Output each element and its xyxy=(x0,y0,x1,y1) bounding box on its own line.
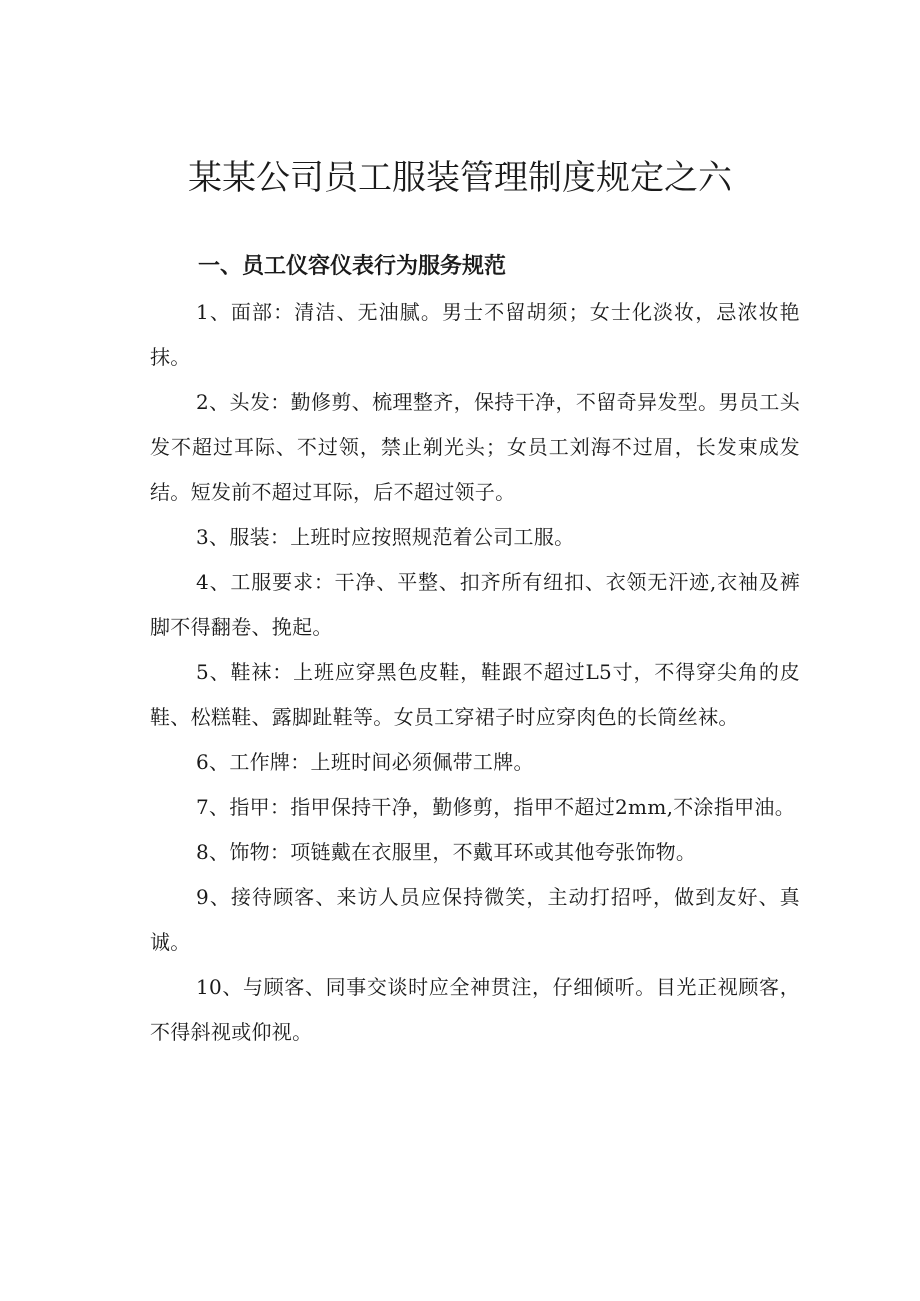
rule-item-10: 10、与顾客、同事交谈时应全神贯注，仔细倾听。目光正视顾客，不得斜视或仰视。 xyxy=(150,975,800,1044)
rule-item-3: 3、服装：上班时应按照规范着公司工服。 xyxy=(196,525,575,549)
rule-item-1: 1、面部：清洁、无油腻。男士不留胡须；女士化淡妆，忌浓妆艳抹。 xyxy=(150,300,800,369)
rule-item-5: 5、鞋袜：上班应穿黑色皮鞋，鞋跟不超过L5寸，不得穿尖角的皮鞋、松糕鞋、露脚趾鞋等。女员工穿裙子时应穿肉色的长筒丝袜。 xyxy=(150,660,800,729)
document-title: 某某公司员工服装管理制度规定之六 xyxy=(188,158,732,198)
section-heading: 一、员工仪容仪表行为服务规范 xyxy=(198,254,507,279)
rule-item-9: 9、接待顾客、来访人员应保持微笑，主动打招呼，做到友好、真诚。 xyxy=(150,885,800,954)
rule-item-6: 6、工作牌：上班时间必须佩带工牌。 xyxy=(196,750,534,774)
rule-item-7: 7、指甲：指甲保持干净，勤修剪，指甲不超过2mm,不涂指甲油。 xyxy=(196,795,796,819)
document-body xyxy=(150,244,800,1055)
rule-item-4: 4、工服要求：干净、平整、扣齐所有纽扣、衣领无汗迹,衣袖及裤脚不得翻卷、挽起。 xyxy=(150,570,800,639)
rule-item-8: 8、饰物：项链戴在衣服里，不戴耳环或其他夸张饰物。 xyxy=(196,840,697,864)
rule-item-2: 2、头发：勤修剪、梳理整齐，保持干净，不留奇异发型。男员工头发不超过耳际、不过领，禁止剃光头；女员工刘海不过眉，长发束成发结。短发前不超过耳际，后不超过领子。 xyxy=(150,390,800,504)
